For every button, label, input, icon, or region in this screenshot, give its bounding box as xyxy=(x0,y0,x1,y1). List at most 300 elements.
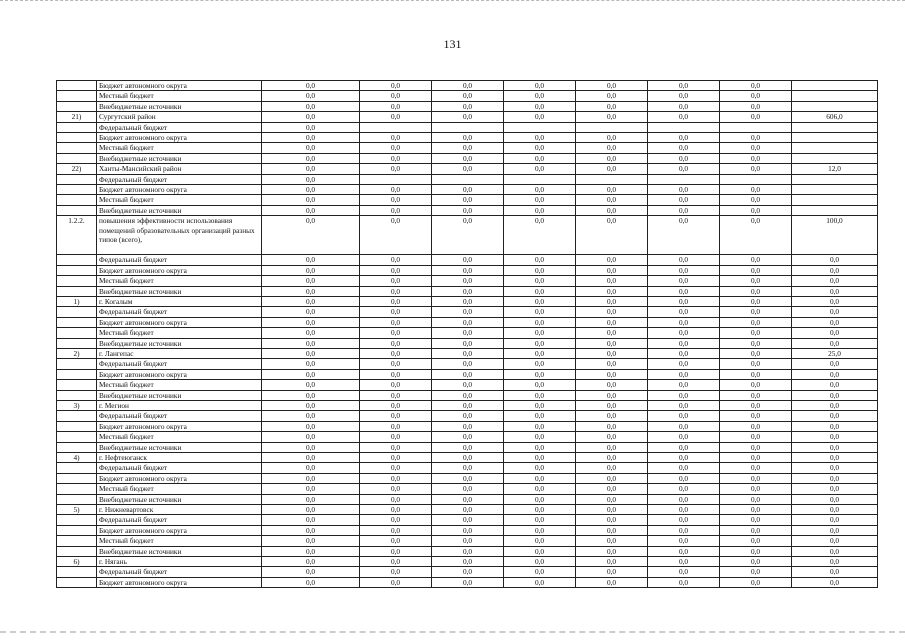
value-cell: 0,0 xyxy=(262,122,360,132)
value-cell: 0,0 xyxy=(360,557,432,567)
row-name-cell: г. Лангепас xyxy=(97,348,262,358)
value-cell: 0,0 xyxy=(576,133,648,143)
value-cell: 0,0 xyxy=(262,557,360,567)
value-cell: 0,0 xyxy=(648,421,720,431)
value-cell xyxy=(504,122,576,132)
value-cell: 0,0 xyxy=(360,515,432,525)
row-name-cell: Местный бюджет xyxy=(97,143,262,153)
value-cell: 0,0 xyxy=(262,133,360,143)
table-row xyxy=(57,101,878,111)
value-cell: 0,0 xyxy=(576,328,648,338)
value-cell: 0,0 xyxy=(792,546,878,556)
row-name-cell: г. Нягань xyxy=(97,557,262,567)
row-name-cell: Бюджет автономного округа xyxy=(97,185,262,195)
value-cell: 0,0 xyxy=(262,205,360,215)
value-cell: 25,0 xyxy=(792,348,878,358)
value-cell: 0,0 xyxy=(648,307,720,317)
value-cell: 0,0 xyxy=(720,276,792,286)
value-cell: 0,0 xyxy=(576,296,648,306)
row-number-cell xyxy=(57,286,97,296)
value-cell: 0,0 xyxy=(576,505,648,515)
value-cell: 0,0 xyxy=(262,463,360,473)
row-name-cell: Федеральный бюджет xyxy=(97,567,262,577)
value-cell: 0,0 xyxy=(648,525,720,535)
row-number-cell xyxy=(57,525,97,535)
table-row xyxy=(57,328,878,338)
table-row xyxy=(57,567,878,577)
row-number-cell xyxy=(57,484,97,494)
table-row xyxy=(57,174,878,184)
table-row xyxy=(57,515,878,525)
row-name-cell: Федеральный бюджет xyxy=(97,515,262,525)
value-cell: 0,0 xyxy=(648,463,720,473)
row-number-cell: 4) xyxy=(57,453,97,463)
value-cell: 0,0 xyxy=(262,328,360,338)
value-cell: 0,0 xyxy=(792,338,878,348)
value-cell: 0,0 xyxy=(648,380,720,390)
value-cell: 0,0 xyxy=(648,359,720,369)
value-cell: 0,0 xyxy=(792,557,878,567)
value-cell: 0,0 xyxy=(720,369,792,379)
value-cell: 0,0 xyxy=(720,505,792,515)
table-row xyxy=(57,122,878,132)
row-name-cell: Местный бюджет xyxy=(97,195,262,205)
value-cell xyxy=(792,143,878,153)
value-cell: 0,0 xyxy=(360,494,432,504)
value-cell: 0,0 xyxy=(262,380,360,390)
value-cell: 0,0 xyxy=(432,494,504,504)
value-cell: 0,0 xyxy=(262,153,360,163)
value-cell: 0,0 xyxy=(720,143,792,153)
value-cell: 0,0 xyxy=(648,255,720,265)
value-cell: 0,0 xyxy=(576,164,648,174)
row-number-cell: 3) xyxy=(57,400,97,410)
value-cell: 0,0 xyxy=(792,442,878,452)
value-cell: 100,0 xyxy=(792,216,878,255)
value-cell: 0,0 xyxy=(432,338,504,348)
row-number-cell xyxy=(57,577,97,587)
value-cell: 0,0 xyxy=(432,286,504,296)
value-cell xyxy=(432,174,504,184)
value-cell: 0,0 xyxy=(720,432,792,442)
table-row xyxy=(57,473,878,483)
row-name-cell: Бюджет автономного округа xyxy=(97,317,262,327)
value-cell: 0,0 xyxy=(360,286,432,296)
value-cell: 0,0 xyxy=(792,286,878,296)
value-cell: 0,0 xyxy=(432,133,504,143)
value-cell: 0,0 xyxy=(432,205,504,215)
value-cell: 0,0 xyxy=(792,411,878,421)
value-cell: 0,0 xyxy=(360,525,432,535)
value-cell: 0,0 xyxy=(648,185,720,195)
table-row xyxy=(57,338,878,348)
table-row xyxy=(57,265,878,275)
value-cell: 0,0 xyxy=(432,536,504,546)
row-name-cell: повышения эффективности использования помещений образовательных организаций разных типов (всего), xyxy=(97,216,262,255)
table-row xyxy=(57,557,878,567)
value-cell: 0,0 xyxy=(576,265,648,275)
value-cell: 0,0 xyxy=(792,255,878,265)
value-cell: 0,0 xyxy=(360,112,432,122)
table-row xyxy=(57,286,878,296)
value-cell: 0,0 xyxy=(432,515,504,525)
value-cell: 0,0 xyxy=(262,112,360,122)
value-cell: 0,0 xyxy=(792,567,878,577)
value-cell: 0,0 xyxy=(262,317,360,327)
value-cell: 0,0 xyxy=(262,577,360,587)
value-cell: 0,0 xyxy=(576,484,648,494)
value-cell: 0,0 xyxy=(432,473,504,483)
row-number-cell xyxy=(57,338,97,348)
value-cell xyxy=(504,174,576,184)
row-name-cell: Внебюджетные источники xyxy=(97,205,262,215)
value-cell: 0,0 xyxy=(648,265,720,275)
value-cell: 0,0 xyxy=(360,205,432,215)
value-cell: 0,0 xyxy=(360,317,432,327)
value-cell: 0,0 xyxy=(360,81,432,91)
value-cell: 0,0 xyxy=(648,546,720,556)
value-cell: 0,0 xyxy=(504,473,576,483)
value-cell xyxy=(792,205,878,215)
value-cell: 0,0 xyxy=(648,112,720,122)
value-cell: 0,0 xyxy=(504,216,576,255)
value-cell: 0,0 xyxy=(792,577,878,587)
value-cell: 0,0 xyxy=(432,442,504,452)
value-cell: 0,0 xyxy=(576,557,648,567)
value-cell: 0,0 xyxy=(504,286,576,296)
row-number-cell xyxy=(57,411,97,421)
value-cell: 0,0 xyxy=(432,557,504,567)
value-cell: 0,0 xyxy=(262,494,360,504)
value-cell: 0,0 xyxy=(576,338,648,348)
value-cell: 0,0 xyxy=(576,101,648,111)
value-cell: 0,0 xyxy=(432,400,504,410)
value-cell: 0,0 xyxy=(504,463,576,473)
value-cell: 0,0 xyxy=(792,296,878,306)
value-cell: 0,0 xyxy=(504,164,576,174)
value-cell: 0,0 xyxy=(432,153,504,163)
value-cell: 0,0 xyxy=(262,484,360,494)
row-name-cell: Внебюджетные источники xyxy=(97,546,262,556)
value-cell: 0,0 xyxy=(576,390,648,400)
value-cell: 0,0 xyxy=(504,359,576,369)
value-cell xyxy=(648,122,720,132)
value-cell: 0,0 xyxy=(576,536,648,546)
value-cell: 0,0 xyxy=(504,307,576,317)
value-cell: 0,0 xyxy=(576,317,648,327)
value-cell: 0,0 xyxy=(504,91,576,101)
value-cell: 0,0 xyxy=(504,505,576,515)
row-number-cell xyxy=(57,463,97,473)
value-cell: 0,0 xyxy=(576,81,648,91)
value-cell: 0,0 xyxy=(262,216,360,255)
value-cell: 0,0 xyxy=(504,81,576,91)
value-cell: 0,0 xyxy=(432,525,504,535)
table-row xyxy=(57,421,878,431)
row-name-cell: Федеральный бюджет xyxy=(97,463,262,473)
value-cell: 0,0 xyxy=(648,91,720,101)
value-cell xyxy=(720,122,792,132)
value-cell: 0,0 xyxy=(576,567,648,577)
value-cell: 0,0 xyxy=(720,265,792,275)
value-cell: 0,0 xyxy=(432,484,504,494)
value-cell: 0,0 xyxy=(360,484,432,494)
value-cell: 0,0 xyxy=(648,473,720,483)
row-number-cell xyxy=(57,380,97,390)
value-cell: 0,0 xyxy=(792,380,878,390)
value-cell: 0,0 xyxy=(432,411,504,421)
table-row xyxy=(57,453,878,463)
value-cell: 0,0 xyxy=(720,164,792,174)
value-cell: 0,0 xyxy=(648,286,720,296)
row-number-cell xyxy=(57,442,97,452)
value-cell: 0,0 xyxy=(360,143,432,153)
value-cell: 0,0 xyxy=(262,164,360,174)
table-row xyxy=(57,195,878,205)
value-cell: 0,0 xyxy=(504,276,576,286)
value-cell xyxy=(576,174,648,184)
value-cell: 0,0 xyxy=(504,101,576,111)
value-cell: 0,0 xyxy=(648,577,720,587)
value-cell: 0,0 xyxy=(792,369,878,379)
table-row xyxy=(57,359,878,369)
value-cell: 0,0 xyxy=(792,390,878,400)
value-cell: 0,0 xyxy=(262,411,360,421)
value-cell: 0,0 xyxy=(432,432,504,442)
value-cell: 0,0 xyxy=(432,255,504,265)
value-cell: 0,0 xyxy=(576,400,648,410)
value-cell: 0,0 xyxy=(262,296,360,306)
value-cell: 0,0 xyxy=(432,195,504,205)
value-cell xyxy=(720,174,792,184)
value-cell: 0,0 xyxy=(504,484,576,494)
value-cell: 12,0 xyxy=(792,164,878,174)
value-cell xyxy=(792,133,878,143)
value-cell: 0,0 xyxy=(576,348,648,358)
value-cell: 0,0 xyxy=(432,359,504,369)
table-row xyxy=(57,81,878,91)
value-cell xyxy=(360,122,432,132)
value-cell: 0,0 xyxy=(648,101,720,111)
value-cell: 0,0 xyxy=(262,91,360,101)
value-cell: 0,0 xyxy=(576,153,648,163)
value-cell: 0,0 xyxy=(576,195,648,205)
value-cell: 0,0 xyxy=(360,390,432,400)
row-number-cell xyxy=(57,515,97,525)
value-cell: 0,0 xyxy=(432,143,504,153)
value-cell: 0,0 xyxy=(504,390,576,400)
value-cell: 0,0 xyxy=(648,348,720,358)
value-cell xyxy=(792,185,878,195)
value-cell: 0,0 xyxy=(432,348,504,358)
value-cell: 0,0 xyxy=(432,101,504,111)
value-cell xyxy=(792,91,878,101)
value-cell: 0,0 xyxy=(648,567,720,577)
table-row xyxy=(57,216,878,255)
value-cell: 0,0 xyxy=(720,484,792,494)
value-cell: 0,0 xyxy=(792,317,878,327)
row-number-cell xyxy=(57,265,97,275)
value-cell xyxy=(792,122,878,132)
value-cell: 0,0 xyxy=(360,101,432,111)
value-cell: 0,0 xyxy=(432,463,504,473)
row-name-cell: Внебюджетные источники xyxy=(97,338,262,348)
value-cell: 0,0 xyxy=(720,286,792,296)
value-cell: 0,0 xyxy=(360,369,432,379)
row-name-cell: г. Нефтеюганск xyxy=(97,453,262,463)
value-cell: 0,0 xyxy=(576,112,648,122)
value-cell: 0,0 xyxy=(720,494,792,504)
value-cell: 0,0 xyxy=(648,338,720,348)
value-cell: 0,0 xyxy=(792,265,878,275)
row-name-cell: Бюджет автономного округа xyxy=(97,81,262,91)
value-cell: 0,0 xyxy=(720,328,792,338)
scan-bottom-edge xyxy=(0,631,905,635)
value-cell xyxy=(432,122,504,132)
value-cell: 0,0 xyxy=(792,515,878,525)
value-cell: 0,0 xyxy=(432,112,504,122)
value-cell: 0,0 xyxy=(360,153,432,163)
row-number-cell xyxy=(57,546,97,556)
row-name-cell: Федеральный бюджет xyxy=(97,307,262,317)
value-cell: 0,0 xyxy=(792,463,878,473)
value-cell: 0,0 xyxy=(360,411,432,421)
value-cell: 0,0 xyxy=(262,390,360,400)
value-cell: 0,0 xyxy=(720,546,792,556)
value-cell: 0,0 xyxy=(720,255,792,265)
value-cell: 0,0 xyxy=(262,546,360,556)
value-cell: 0,0 xyxy=(504,546,576,556)
value-cell: 0,0 xyxy=(262,567,360,577)
value-cell: 0,0 xyxy=(576,369,648,379)
value-cell: 0,0 xyxy=(432,81,504,91)
row-name-cell: Местный бюджет xyxy=(97,380,262,390)
value-cell: 0,0 xyxy=(792,328,878,338)
value-cell: 0,0 xyxy=(360,296,432,306)
value-cell: 0,0 xyxy=(720,400,792,410)
value-cell: 0,0 xyxy=(262,400,360,410)
row-number-cell xyxy=(57,101,97,111)
value-cell: 0,0 xyxy=(504,133,576,143)
value-cell xyxy=(792,195,878,205)
row-name-cell: Местный бюджет xyxy=(97,536,262,546)
value-cell: 0,0 xyxy=(360,442,432,452)
value-cell: 0,0 xyxy=(792,473,878,483)
budget-table xyxy=(56,80,878,588)
value-cell: 0,0 xyxy=(648,143,720,153)
row-name-cell: г. Нижневартовск xyxy=(97,505,262,515)
value-cell: 0,0 xyxy=(576,442,648,452)
row-number-cell xyxy=(57,174,97,184)
row-name-cell: Федеральный бюджет xyxy=(97,174,262,184)
value-cell: 0,0 xyxy=(432,317,504,327)
row-number-cell xyxy=(57,205,97,215)
value-cell: 0,0 xyxy=(576,276,648,286)
row-name-cell: Внебюджетные источники xyxy=(97,101,262,111)
value-cell: 0,0 xyxy=(576,143,648,153)
value-cell: 0,0 xyxy=(504,369,576,379)
table-row xyxy=(57,505,878,515)
value-cell: 0,0 xyxy=(504,328,576,338)
value-cell: 0,0 xyxy=(648,390,720,400)
value-cell: 0,0 xyxy=(576,185,648,195)
table-row xyxy=(57,494,878,504)
value-cell: 0,0 xyxy=(720,536,792,546)
value-cell: 0,0 xyxy=(576,380,648,390)
value-cell: 0,0 xyxy=(504,432,576,442)
value-cell: 0,0 xyxy=(792,432,878,442)
row-number-cell xyxy=(57,567,97,577)
value-cell: 0,0 xyxy=(504,567,576,577)
value-cell: 0,0 xyxy=(720,453,792,463)
value-cell: 0,0 xyxy=(576,525,648,535)
row-name-cell: Внебюджетные источники xyxy=(97,494,262,504)
value-cell: 0,0 xyxy=(576,463,648,473)
value-cell: 0,0 xyxy=(360,463,432,473)
value-cell: 0,0 xyxy=(792,453,878,463)
value-cell: 0,0 xyxy=(360,348,432,358)
row-number-cell xyxy=(57,81,97,91)
value-cell: 0,0 xyxy=(262,442,360,452)
value-cell: 0,0 xyxy=(648,505,720,515)
value-cell: 0,0 xyxy=(648,432,720,442)
value-cell: 0,0 xyxy=(504,525,576,535)
value-cell: 0,0 xyxy=(504,400,576,410)
value-cell: 0,0 xyxy=(792,276,878,286)
row-name-cell: Бюджет автономного округа xyxy=(97,421,262,431)
value-cell: 0,0 xyxy=(576,359,648,369)
value-cell: 0,0 xyxy=(360,307,432,317)
table-row xyxy=(57,546,878,556)
value-cell: 0,0 xyxy=(262,101,360,111)
row-name-cell: Ханты-Мансийский район xyxy=(97,164,262,174)
value-cell: 0,0 xyxy=(504,515,576,525)
value-cell: 0,0 xyxy=(504,494,576,504)
value-cell: 0,0 xyxy=(576,421,648,431)
value-cell: 0,0 xyxy=(262,515,360,525)
value-cell: 0,0 xyxy=(720,307,792,317)
row-name-cell: Федеральный бюджет xyxy=(97,359,262,369)
value-cell: 0,0 xyxy=(360,276,432,286)
value-cell: 0,0 xyxy=(360,338,432,348)
value-cell: 0,0 xyxy=(720,421,792,431)
table-row xyxy=(57,307,878,317)
table-row xyxy=(57,411,878,421)
value-cell: 0,0 xyxy=(360,577,432,587)
value-cell: 0,0 xyxy=(262,359,360,369)
value-cell xyxy=(360,174,432,184)
value-cell: 0,0 xyxy=(720,348,792,358)
table-row xyxy=(57,463,878,473)
value-cell: 0,0 xyxy=(262,505,360,515)
value-cell xyxy=(792,81,878,91)
value-cell xyxy=(792,153,878,163)
table-row xyxy=(57,348,878,358)
row-name-cell: Бюджет автономного округа xyxy=(97,473,262,483)
value-cell: 0,0 xyxy=(648,515,720,525)
value-cell: 0,0 xyxy=(576,307,648,317)
value-cell: 0,0 xyxy=(720,473,792,483)
table-row xyxy=(57,369,878,379)
value-cell: 0,0 xyxy=(504,317,576,327)
value-cell: 0,0 xyxy=(432,453,504,463)
value-cell: 0,0 xyxy=(720,557,792,567)
row-name-cell: Сургутский район xyxy=(97,112,262,122)
value-cell: 0,0 xyxy=(262,143,360,153)
value-cell: 0,0 xyxy=(262,195,360,205)
value-cell: 0,0 xyxy=(720,567,792,577)
value-cell: 0,0 xyxy=(648,164,720,174)
